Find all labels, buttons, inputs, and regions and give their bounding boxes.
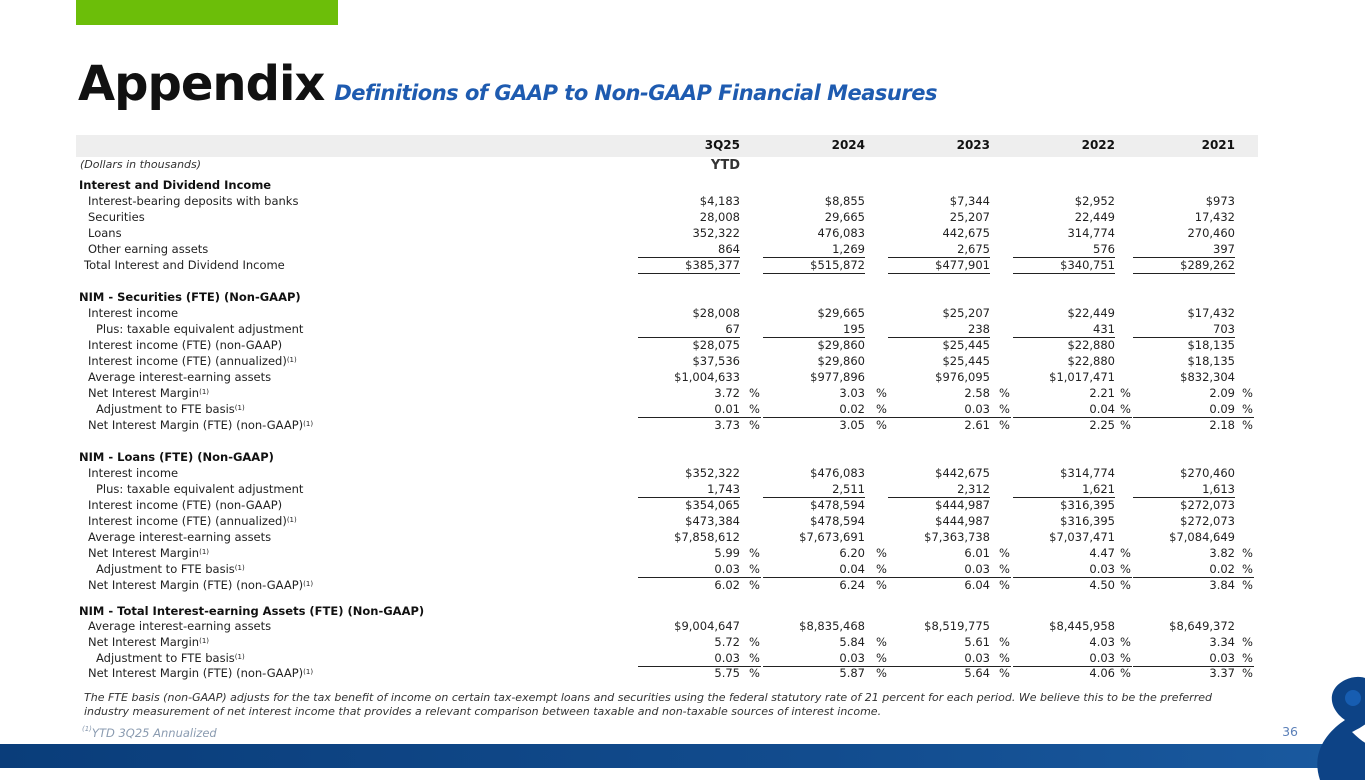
row-label <box>88 634 209 650</box>
table-cell: 442,675 <box>942 226 990 240</box>
percent-sign: % <box>999 386 1010 400</box>
percent-sign: % <box>1120 418 1131 432</box>
table-cell: 2,511 <box>832 482 865 496</box>
table-row <box>0 401 1365 417</box>
row-label <box>88 497 282 513</box>
percent-sign: % <box>749 578 760 592</box>
table-cell: $25,207 <box>942 306 990 320</box>
table-cell: 29,665 <box>824 210 865 224</box>
table-cell: $316,395 <box>1060 498 1115 512</box>
table-cell: 2.25 <box>1089 418 1115 432</box>
percent-sign: % <box>1242 546 1253 560</box>
table-row <box>0 257 1365 273</box>
table-cell: 2.18 <box>1209 418 1235 432</box>
table-cell: $8,519,775 <box>924 619 990 633</box>
percent-sign: % <box>876 578 887 592</box>
table-cell: 314,774 <box>1067 226 1115 240</box>
table-cell: $314,774 <box>1060 466 1115 480</box>
table-cell: 0.03 <box>839 651 865 665</box>
row-label <box>88 209 145 225</box>
table-cell: $477,901 <box>935 258 990 272</box>
table-cell: 703 <box>1213 322 1235 336</box>
percent-sign: % <box>1242 418 1253 432</box>
table-cell: $37,536 <box>692 354 740 368</box>
table-cell: $385,377 <box>685 258 740 272</box>
footnote-marker: (1) <box>286 516 297 524</box>
table-cell: 0.02 <box>839 402 865 416</box>
percent-sign: % <box>876 635 887 649</box>
table-cell: $29,665 <box>817 306 865 320</box>
row-label <box>96 561 245 577</box>
percent-sign: % <box>876 402 887 416</box>
row-label-text: Interest income (FTE) (non-GAAP) <box>88 498 283 512</box>
table-cell: 5.61 <box>964 635 990 649</box>
table-cell: 28,008 <box>699 210 740 224</box>
table-cell: $8,855 <box>824 194 865 208</box>
row-label-text: Average interest-earning assets <box>88 530 272 544</box>
table-cell: $977,896 <box>810 370 865 384</box>
row-label-text: Average interest-earning assets <box>88 370 272 384</box>
percent-sign: % <box>999 402 1010 416</box>
table-cell: $2,952 <box>1074 194 1115 208</box>
subtotal-underline <box>1013 273 1115 274</box>
table-cell: $29,860 <box>817 354 865 368</box>
row-label-text: Net Interest Margin <box>88 635 200 649</box>
percent-sign: % <box>999 666 1010 680</box>
table-row <box>0 497 1365 513</box>
table-row <box>0 321 1365 337</box>
table-cell: $7,858,612 <box>674 530 740 544</box>
percent-sign: % <box>749 562 760 576</box>
percent-sign: % <box>999 651 1010 665</box>
table-row <box>0 241 1365 257</box>
row-label-text: Interest income <box>88 306 179 320</box>
row-label-text: Total Interest and Dividend Income <box>84 258 285 272</box>
table-row <box>0 561 1365 577</box>
table-cell: $17,432 <box>1187 306 1235 320</box>
table-cell: 3.82 <box>1209 546 1235 560</box>
table-cell: $8,649,372 <box>1169 619 1235 633</box>
table-cell: $22,880 <box>1067 354 1115 368</box>
row-label <box>88 417 313 433</box>
percent-sign: % <box>999 635 1010 649</box>
table-cell: 5.84 <box>839 635 865 649</box>
row-label <box>88 545 209 561</box>
table-cell: 238 <box>968 322 990 336</box>
table-cell: $7,673,691 <box>799 530 865 544</box>
percent-sign: % <box>1242 578 1253 592</box>
row-label <box>88 353 297 369</box>
table-row <box>0 209 1365 225</box>
table-cell: 4.47 <box>1089 546 1115 560</box>
ampersand-logo-icon <box>1290 650 1365 780</box>
table-row <box>0 577 1365 593</box>
table-cell: 3.03 <box>839 386 865 400</box>
table-cell: 5.72 <box>714 635 740 649</box>
footnote-marker: (1) <box>303 580 314 588</box>
table-cell: 0.01 <box>714 402 740 416</box>
section-header-row <box>0 449 1365 465</box>
percent-sign: % <box>749 402 760 416</box>
row-label <box>96 401 245 417</box>
percent-sign: % <box>999 562 1010 576</box>
table-row <box>0 369 1365 385</box>
table-cell: $973 <box>1205 194 1235 208</box>
row-label <box>88 665 313 681</box>
subtotal-underline <box>1133 273 1235 274</box>
percent-sign: % <box>1120 386 1131 400</box>
table-cell: 0.03 <box>714 651 740 665</box>
section-title <box>79 449 274 465</box>
table-cell: $272,073 <box>1180 514 1235 528</box>
table-cell: $340,751 <box>1060 258 1115 272</box>
table-cell: 476,083 <box>817 226 865 240</box>
table-cell: $289,262 <box>1180 258 1235 272</box>
column-header: 2023 <box>956 138 990 152</box>
section-header-row <box>0 177 1365 193</box>
table-cell: 5.75 <box>714 666 740 680</box>
table-cell: 0.03 <box>964 651 990 665</box>
percent-sign: % <box>1120 666 1131 680</box>
table-cell: 195 <box>843 322 865 336</box>
percent-sign: % <box>1242 666 1253 680</box>
table-cell: $28,075 <box>692 338 740 352</box>
footnote-marker: (1) <box>286 356 297 364</box>
table-cell: 4.06 <box>1089 666 1115 680</box>
table-cell: $444,987 <box>935 514 990 528</box>
subtotal-underline <box>888 273 990 274</box>
table-cell: $18,135 <box>1187 354 1235 368</box>
row-label-text: Net Interest Margin <box>88 386 200 400</box>
footnote-marker: (1) <box>234 653 245 661</box>
table-row <box>0 529 1365 545</box>
table-cell: $7,084,649 <box>1169 530 1235 544</box>
table-cell: $1,004,633 <box>674 370 740 384</box>
footnote-marker: (1) <box>199 637 210 645</box>
table-cell: $473,384 <box>685 514 740 528</box>
table-row <box>0 634 1365 650</box>
row-label-text: NIM - Securities (FTE) (Non-GAAP) <box>79 290 301 304</box>
table-cell: 0.02 <box>1209 562 1235 576</box>
footnote-marker: (1) <box>199 388 210 396</box>
table-cell: $478,594 <box>810 514 865 528</box>
section-title <box>79 603 424 619</box>
table-cell: $22,449 <box>1067 306 1115 320</box>
table-cell: 5.87 <box>839 666 865 680</box>
row-label <box>88 465 178 481</box>
row-label-text: Net Interest Margin (FTE) (non-GAAP) <box>88 666 304 680</box>
row-label <box>96 481 303 497</box>
table-cell: $976,095 <box>935 370 990 384</box>
table-cell: 67 <box>725 322 740 336</box>
table-row <box>0 545 1365 561</box>
table-row <box>0 650 1365 666</box>
page-header <box>78 56 937 112</box>
table-cell: 4.50 <box>1089 578 1115 592</box>
column-header: 3Q25 <box>704 138 740 152</box>
row-label <box>88 337 282 353</box>
row-label-text: Plus: taxable equivalent adjustment <box>96 482 304 496</box>
table-cell: $22,880 <box>1067 338 1115 352</box>
footnote-reference <box>82 726 217 740</box>
row-label <box>88 225 122 241</box>
row-label-text: Plus: taxable equivalent adjustment <box>96 322 304 336</box>
table-cell: 431 <box>1093 322 1115 336</box>
table-cell: 576 <box>1093 242 1115 256</box>
table-cell: $1,017,471 <box>1049 370 1115 384</box>
percent-sign: % <box>749 546 760 560</box>
table-cell: $4,183 <box>699 194 740 208</box>
table-row <box>0 337 1365 353</box>
row-label-text: Adjustment to FTE basis <box>96 562 235 576</box>
table-cell: $476,083 <box>810 466 865 480</box>
table-row <box>0 465 1365 481</box>
table-cell: $8,835,468 <box>799 619 865 633</box>
row-label-text: NIM - Total Interest-earning Assets (FTE) (Non-GAAP) <box>79 604 425 618</box>
row-label-text: Interest income (FTE) (annualized) <box>88 354 287 368</box>
footnote-marker: (1) <box>199 548 210 556</box>
table-cell: $444,987 <box>935 498 990 512</box>
table-cell: $7,363,738 <box>924 530 990 544</box>
table-row <box>0 481 1365 497</box>
row-label-text: NIM - Loans (FTE) (Non-GAAP) <box>79 450 274 464</box>
row-label-text: Interest income (FTE) (annualized) <box>88 514 287 528</box>
section-header-row <box>0 289 1365 305</box>
table-row <box>0 665 1365 681</box>
subtotal-underline <box>638 273 740 274</box>
row-label-text: Interest-bearing deposits with banks <box>88 194 299 208</box>
row-label-text: Adjustment to FTE basis <box>96 402 235 416</box>
accent-bar <box>76 0 338 25</box>
row-label <box>88 385 209 401</box>
row-label <box>88 305 178 321</box>
percent-sign: % <box>1120 402 1131 416</box>
table-cell: 1,621 <box>1082 482 1115 496</box>
table-cell: $8,445,958 <box>1049 619 1115 633</box>
table-cell: $7,037,471 <box>1049 530 1115 544</box>
row-label-text: Net Interest Margin (FTE) (non-GAAP) <box>88 578 304 592</box>
percent-sign: % <box>1242 386 1253 400</box>
table-cell: 2.58 <box>964 386 990 400</box>
column-header: 2024 <box>831 138 865 152</box>
row-label <box>88 529 271 545</box>
row-label-text: Average interest-earning assets <box>88 619 272 633</box>
percent-sign: % <box>1120 562 1131 576</box>
row-label-text: Loans <box>88 226 122 240</box>
table-cell: 864 <box>718 242 740 256</box>
percent-sign: % <box>1242 651 1253 665</box>
table-cell: $270,460 <box>1180 466 1235 480</box>
column-header: 2022 <box>1081 138 1115 152</box>
table-cell: $29,860 <box>817 338 865 352</box>
table-cell: $28,008 <box>692 306 740 320</box>
table-row <box>0 513 1365 529</box>
table-row <box>0 305 1365 321</box>
subtotal-underline <box>763 273 865 274</box>
row-label <box>96 321 303 337</box>
table-cell: 3.05 <box>839 418 865 432</box>
footnote-text: YTD 3Q25 Annualized <box>91 726 217 740</box>
percent-sign: % <box>876 418 887 432</box>
percent-sign: % <box>876 386 887 400</box>
percent-sign: % <box>749 651 760 665</box>
ytd-label: YTD <box>710 158 740 173</box>
percent-sign: % <box>749 386 760 400</box>
footnote-marker: (1) <box>234 404 245 412</box>
footnote-marker: (1) <box>234 564 245 572</box>
row-label <box>88 618 271 634</box>
section-header-row <box>0 603 1365 619</box>
percent-sign: % <box>1120 546 1131 560</box>
table-cell: 1,743 <box>707 482 740 496</box>
table-cell: 0.04 <box>839 562 865 576</box>
table-cell: 0.03 <box>964 402 990 416</box>
table-cell: 3.73 <box>714 418 740 432</box>
table-cell: 0.03 <box>1209 651 1235 665</box>
table-row <box>0 385 1365 401</box>
footnote-marker: (1) <box>303 668 314 676</box>
table-cell: 0.09 <box>1209 402 1235 416</box>
table-cell: $25,445 <box>942 354 990 368</box>
section-title <box>79 289 301 305</box>
percent-sign: % <box>1242 562 1253 576</box>
row-label-text: Adjustment to FTE basis <box>96 651 235 665</box>
row-label <box>88 513 297 529</box>
table-cell: 397 <box>1213 242 1235 256</box>
table-cell: $25,445 <box>942 338 990 352</box>
table-cell: 6.04 <box>964 578 990 592</box>
table-cell: $352,322 <box>685 466 740 480</box>
row-label-text: Securities <box>88 210 145 224</box>
table-cell: 3.34 <box>1209 635 1235 649</box>
table-cell: $478,594 <box>810 498 865 512</box>
table-cell: 3.84 <box>1209 578 1235 592</box>
row-label-text: Interest income <box>88 466 179 480</box>
table-cell: $9,004,647 <box>674 619 740 633</box>
page-title: Appendix <box>78 56 325 112</box>
table-cell: 2,675 <box>957 242 990 256</box>
percent-sign: % <box>876 562 887 576</box>
percent-sign: % <box>749 418 760 432</box>
table-cell: 2.61 <box>964 418 990 432</box>
row-label <box>88 241 208 257</box>
table-cell: 1,269 <box>832 242 865 256</box>
row-label-text: Interest and Dividend Income <box>79 178 272 192</box>
row-label <box>96 650 245 666</box>
percent-sign: % <box>1120 635 1131 649</box>
table-cell: 4.03 <box>1089 635 1115 649</box>
table-cell: 2.21 <box>1089 386 1115 400</box>
table-cell: 6.02 <box>714 578 740 592</box>
table-cell: 0.03 <box>1089 562 1115 576</box>
table-cell: 0.04 <box>1089 402 1115 416</box>
table-cell: 0.03 <box>1089 651 1115 665</box>
table-cell: 22,449 <box>1074 210 1115 224</box>
row-label <box>88 193 298 209</box>
column-header: 2021 <box>1201 138 1235 152</box>
percent-sign: % <box>876 651 887 665</box>
table-row <box>0 618 1365 634</box>
table-cell: 6.24 <box>839 578 865 592</box>
table-cell: 6.20 <box>839 546 865 560</box>
row-label-text: Net Interest Margin <box>88 546 200 560</box>
page-number: 36 <box>1282 724 1298 739</box>
table-row <box>0 193 1365 209</box>
table-row <box>0 225 1365 241</box>
footnote-marker: (1) <box>303 420 314 428</box>
footnote-marker: (1) <box>82 725 92 733</box>
table-cell: 2,312 <box>957 482 990 496</box>
percent-sign: % <box>999 578 1010 592</box>
table-cell: 270,460 <box>1187 226 1235 240</box>
table-cell: 1,613 <box>1202 482 1235 496</box>
table-cell: 6.01 <box>964 546 990 560</box>
page-subtitle: Definitions of GAAP to Non-GAAP Financial Measures <box>334 81 937 105</box>
table-cell: $442,675 <box>935 466 990 480</box>
percent-sign: % <box>749 635 760 649</box>
percent-sign: % <box>1242 402 1253 416</box>
row-label-text: Net Interest Margin (FTE) (non-GAAP) <box>88 418 304 432</box>
table-cell: $18,135 <box>1187 338 1235 352</box>
table-cell: $7,344 <box>949 194 990 208</box>
table-cell: 3.72 <box>714 386 740 400</box>
row-label <box>88 369 271 385</box>
table-cell: $515,872 <box>810 258 865 272</box>
table-row <box>0 417 1365 433</box>
table-cell: 3.37 <box>1209 666 1235 680</box>
table-cell: $316,395 <box>1060 514 1115 528</box>
percent-sign: % <box>1120 578 1131 592</box>
fte-footnote: The FTE basis (non-GAAP) adjusts for the tax benefit of income on certain tax-exempt loans and securities using the federal statutory rate of 21 percent for each period. We believe this to be the preferred industry measurement of net interest income that provides a relevant comparison between taxable and non-taxable sources of interest income. <box>84 691 1212 718</box>
row-label-text: Other earning assets <box>88 242 209 256</box>
table-cell: 2.09 <box>1209 386 1235 400</box>
row-label-text: Interest income (FTE) (non-GAAP) <box>88 338 283 352</box>
percent-sign: % <box>999 546 1010 560</box>
table-cell: 5.99 <box>714 546 740 560</box>
table-cell: $272,073 <box>1180 498 1235 512</box>
table-row <box>0 353 1365 369</box>
percent-sign: % <box>749 666 760 680</box>
table-cell: 5.64 <box>964 666 990 680</box>
row-label <box>84 257 285 273</box>
percent-sign: % <box>1120 651 1131 665</box>
row-label <box>88 577 313 593</box>
table-cell: 0.03 <box>964 562 990 576</box>
percent-sign: % <box>876 546 887 560</box>
table-cell: 25,207 <box>949 210 990 224</box>
table-cell: $832,304 <box>1180 370 1235 384</box>
table-cell: 0.03 <box>714 562 740 576</box>
table-cell: 17,432 <box>1194 210 1235 224</box>
footer-band <box>0 744 1365 768</box>
units-label: (Dollars in thousands) <box>80 158 202 171</box>
percent-sign: % <box>1242 635 1253 649</box>
percent-sign: % <box>999 418 1010 432</box>
section-title <box>79 177 271 193</box>
table-cell: $354,065 <box>685 498 740 512</box>
percent-sign: % <box>876 666 887 680</box>
table-cell: 352,322 <box>692 226 740 240</box>
